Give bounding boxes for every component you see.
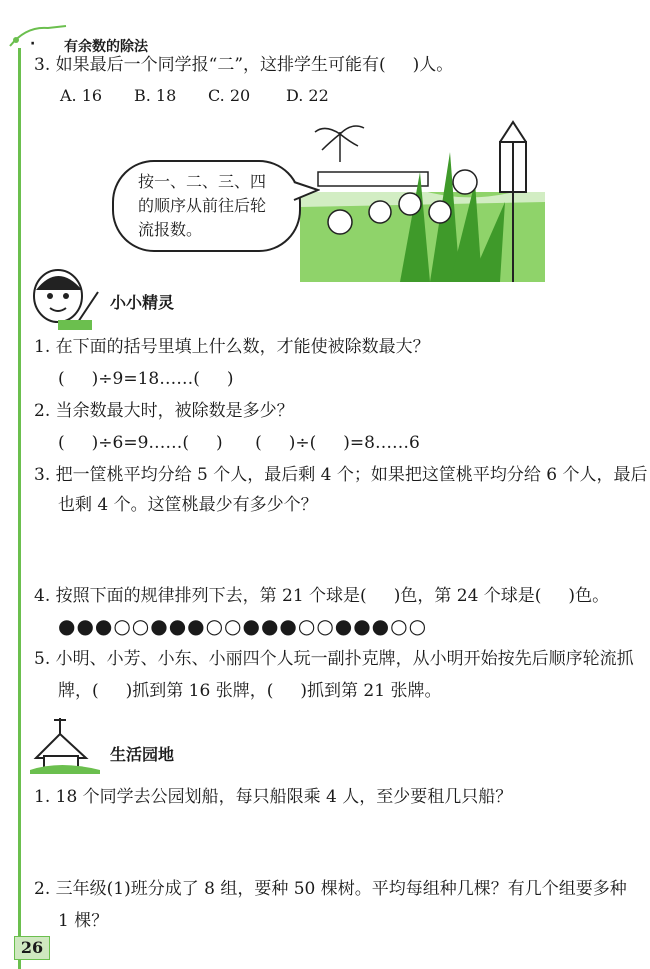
s1-q4-text: 4. 按照下面的规律排列下去，第 21 个球是( )色，第 24 个球是( )色。 (34, 586, 610, 606)
page-edge-stripe (18, 48, 21, 969)
option-d: D. 22 (286, 86, 329, 105)
bubble-line-1: 按一、二、三、四 (138, 172, 267, 191)
option-b: B. 18 (134, 86, 177, 105)
header-title: 有余数的除法 (64, 39, 148, 55)
header-bullet: · (30, 36, 36, 52)
section-title-elf: 小小精灵 (110, 293, 175, 312)
section-title-garden: 生活园地 (110, 745, 175, 764)
ball-sequence: ●●●○○●●●○○●●●○○●●●○○ (58, 614, 428, 638)
elf-girl-icon (28, 262, 108, 332)
s1-q3-line2: 也剩 4 个。这筐桃最少有多少个？ (58, 495, 318, 515)
bubble-line-2: 的顺序从前往后轮 (138, 196, 267, 215)
s1-q2-equation: ( )÷6=9……( ) ( )÷( )=8……6 (58, 433, 420, 453)
s1-q1-text: 1. 在下面的括号里填上什么数，才能使被除数最大？ (34, 337, 430, 357)
garden-house-icon (30, 710, 102, 774)
s2-q1-text: 1. 18 个同学去公园划船，每只船限乘 4 人，至少要租几只船？ (34, 787, 513, 807)
bubble-tail-icon (290, 178, 320, 208)
header-decoration-icon (8, 20, 68, 48)
q3-intro-text: 3. 如果最后一个同学报“二”，这排学生可能有( )人。 (34, 55, 454, 75)
s1-q5-line1: 5. 小明、小芳、小东、小丽四个人玩一副扑克牌，从小明开始按先后顺序轮流抓 (34, 649, 634, 669)
s1-q5-line2: 牌，( )抓到第 16 张牌，( )抓到第 21 张牌。 (58, 681, 442, 701)
option-c: C. 20 (208, 86, 251, 105)
s1-q2-text: 2. 当余数最大时，被除数是多少？ (34, 401, 294, 421)
bubble-line-3: 流报数。 (138, 220, 203, 239)
page-number: 26 (14, 936, 50, 960)
park-illustration (300, 112, 545, 282)
s1-q3-line1: 3. 把一筐桃平均分给 5 个人，最后剩 4 个；如果把这筐桃平均分给 6 个人，最后 (34, 465, 648, 485)
option-a: A. 16 (60, 86, 103, 105)
header (8, 20, 148, 55)
s1-q1-equation: ( )÷9=18……( ) (58, 369, 234, 389)
s2-q2-line2: 1 棵？ (58, 911, 109, 931)
s2-q2-line1: 2. 三年级(1)班分成了 8 组，要种 50 棵树。平均每组种几棵？有几个组要多种 (34, 879, 627, 899)
bubble-text (138, 170, 278, 242)
